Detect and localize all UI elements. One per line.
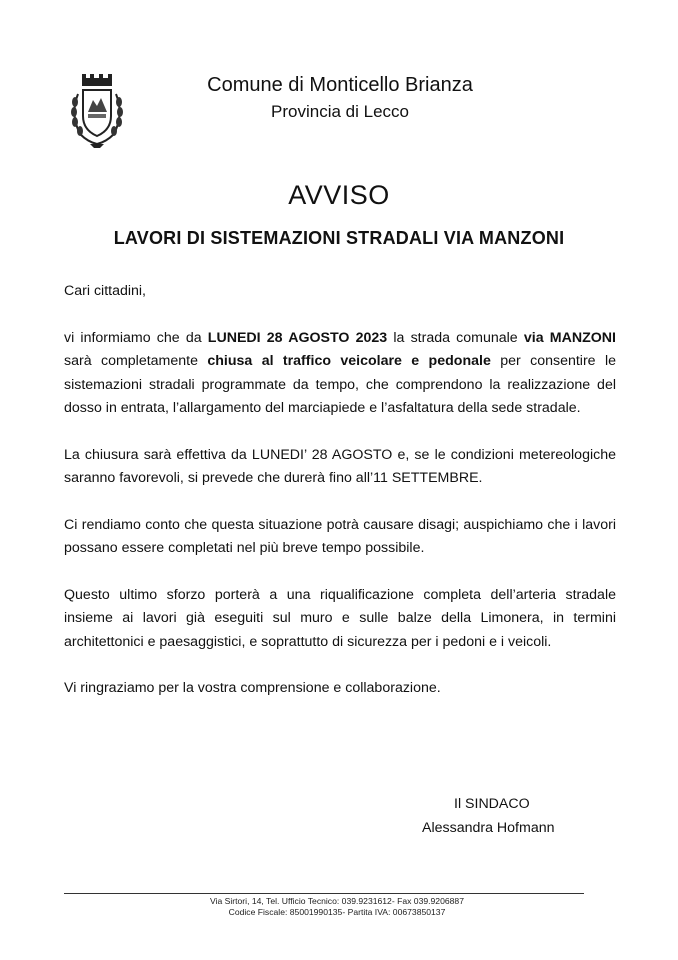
closure-date: LUNEDI 28 AGOSTO 2023 [207,329,388,346]
paragraph-thanks: Vi ringraziamo per la vostra comprensione e collaborazione. [64,680,441,696]
street-name: via MANZONI [523,329,616,346]
closure-type: chiusa al traffico veicolare e pedonale [207,353,491,369]
notice-title: AVVISO [288,180,390,210]
footer-tax-ids: Codice Fiscale: 85001990135- Partita IVA: 00673850137 [228,907,446,917]
paragraph-text: la strada comunale [387,329,524,346]
paragraph-closure-details [64,327,616,421]
footer-address: Via Sirtori, 14, Tel. Ufficio Tecnico: 039.9231612- Fax 039.9206887 [209,896,464,906]
footer [64,896,610,918]
municipality-name: Comune di Monticello Brianza [207,74,473,96]
signature-block [400,792,580,840]
footer-divider [64,893,584,894]
paragraph-text: per consentire le sistemazioni stradali programmate da tempo, che comprendono la realizzazione del dosso in entrata, l’allargamento del marciapiede e l’asfaltatura della sede stradale. [64,353,616,416]
greeting: Cari cittadini, [64,283,147,299]
notice-subtitle: LAVORI DI SISTEMAZIONI STRADALI VIA MANZONI [113,228,565,248]
signatory-role: Il SINDACO [454,796,530,812]
municipal-coat-of-arms-icon [66,72,128,150]
paragraph-improvements: Questo ultimo sforzo porterà a una riqualificazione completa dell’arteria stradale insieme ai lavori già eseguiti sul muro e sulle balze della Limonera, in termini architettonici e paesaggistici, e soprattutto di sicurezza per i pedoni e i veicoli. [64,586,616,650]
signatory-name: Alessandra Hofmann [422,820,555,836]
letterhead [140,72,540,124]
paragraph-text: vi informiamo che da [64,329,208,346]
paragraph-text: sarà completamente [64,353,208,369]
paragraph-duration: La chiusura sarà effettiva da LUNEDI’ 28 AGOSTO e, se le condizioni metereologiche saranno favorevoli, si prevede che durerà fino all’11 SETTEMBRE. [64,446,616,486]
paragraph-apology: Ci rendiamo conto che questa situazione potrà causare disagi; auspichiamo che i lavori possano essere completati nel più breve tempo possibile. [64,516,616,556]
province-name: Provincia di Lecco [271,102,409,121]
notice-body [64,280,616,724]
